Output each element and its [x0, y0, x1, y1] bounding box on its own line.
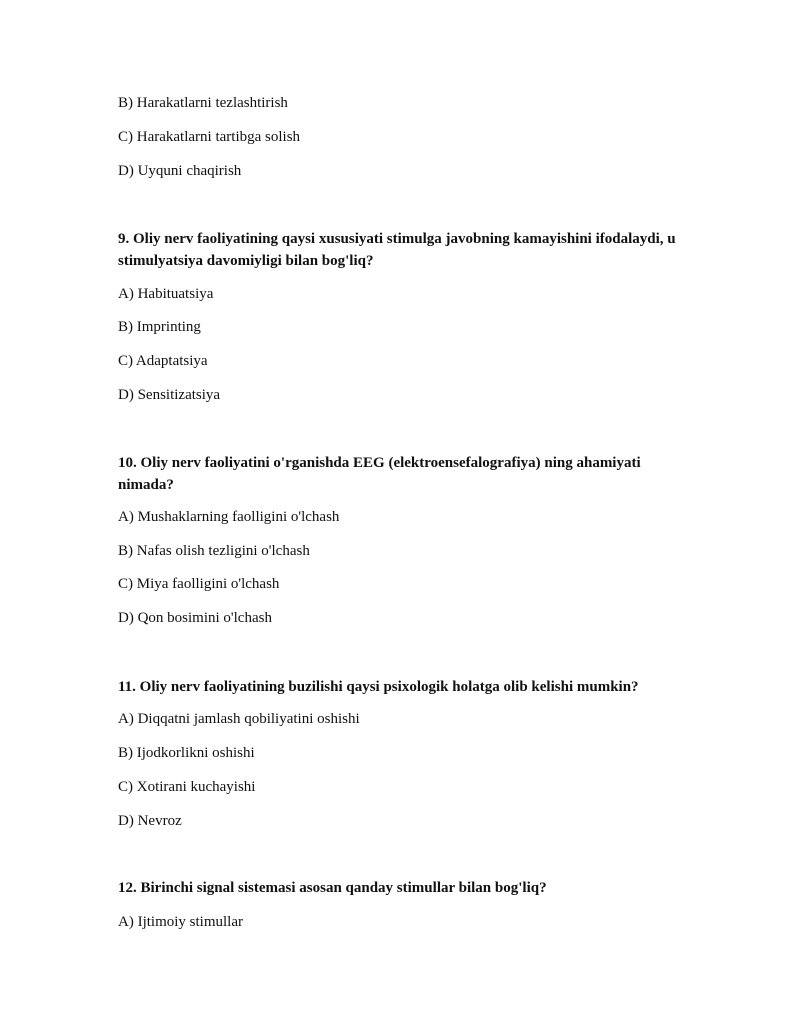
question-12-text: 12. Birinchi signal sistemasi asosan qanday stimullar bilan bog'liq?	[118, 880, 547, 896]
question-10-option-b: B) Nafas olish tezligini o'lchash	[118, 543, 310, 559]
question-11-text: 11. Oliy nerv faoliyatining buzilishi qaysi psixologik holatga olib kelishi mumkin?	[118, 679, 639, 695]
prev-question-option-b: B) Harakatlarni tezlashtirish	[118, 95, 288, 111]
prev-question-option-c: C) Harakatlarni tartibga solish	[118, 129, 301, 145]
question-11-option-c: C) Xotirani kuchayishi	[118, 779, 256, 795]
question-10-text: 10. Oliy nerv faoliyatini o'rganishda EEG (elektroensefalografiya) ning ahamiyati nimada?	[118, 455, 641, 493]
question-9-option-d: D) Sensitizatsiya	[118, 387, 221, 403]
question-11-option-d: D) Nevroz	[118, 813, 182, 829]
question-9-text: 9. Oliy nerv faoliyatining qaysi xususiyati stimulga javobning kamayishini ifodalaydi, u stimulyatsiya davomiyligi bilan bog'liq?	[118, 231, 676, 269]
prev-question-option-d: D) Uyquni chaqirish	[118, 163, 242, 179]
question-9-option-a: A) Habituatsiya	[118, 286, 214, 302]
question-10-option-d: D) Qon bosimini o'lchash	[118, 610, 272, 626]
question-10-option-c: C) Miya faolligini o'lchash	[118, 576, 280, 592]
question-10-option-a: A) Mushaklarning faolligini o'lchash	[118, 509, 340, 525]
question-11-option-b: B) Ijodkorlikni oshishi	[118, 745, 255, 761]
question-11-option-a: A) Diqqatni jamlash qobiliyatini oshishi	[118, 711, 360, 727]
question-9-option-b: B) Imprinting	[118, 319, 201, 335]
question-9-option-c: C) Adaptatsiya	[118, 353, 208, 369]
question-12-option-a: A) Ijtimoiy stimullar	[118, 914, 243, 930]
